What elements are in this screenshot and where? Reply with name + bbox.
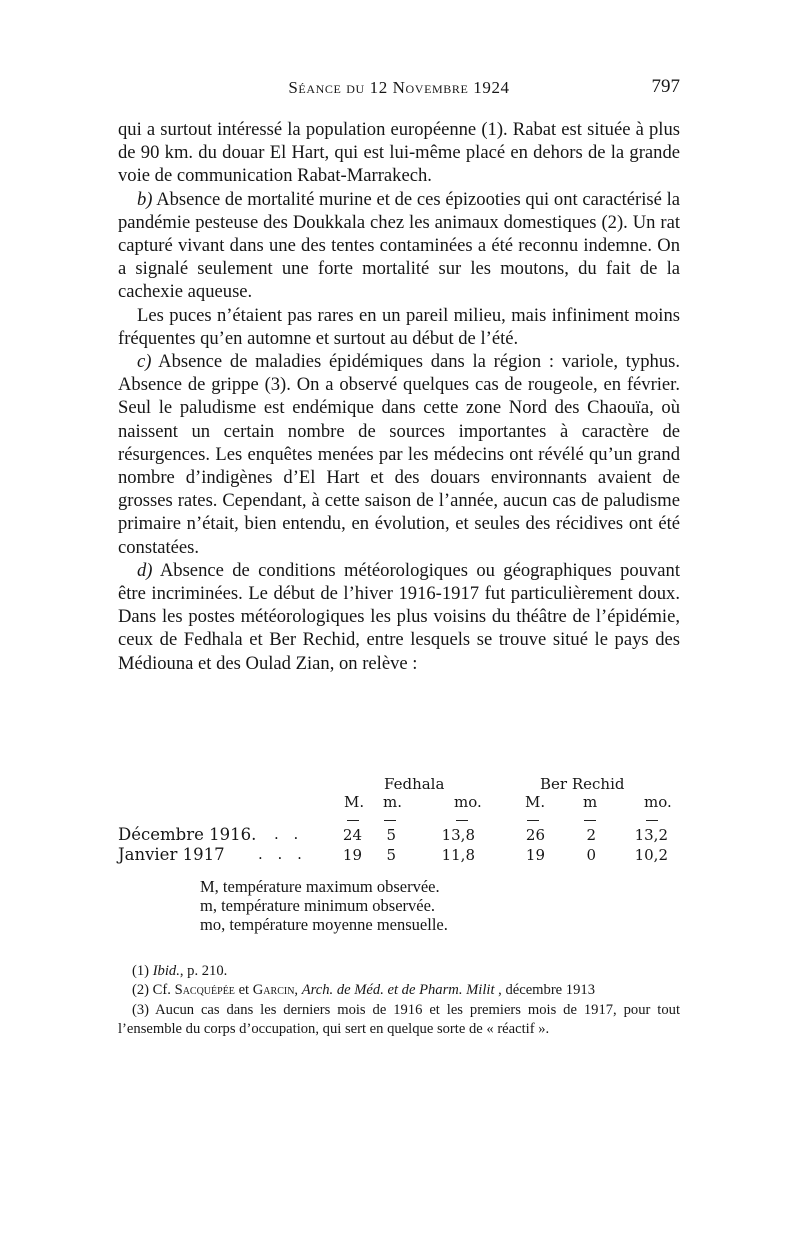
legend-line: m, température minimum observée. <box>200 896 436 915</box>
footnote-number: (2) Cf. <box>132 982 171 999</box>
page-header <box>118 74 680 102</box>
column-dash <box>527 820 539 821</box>
table-cell: 24 <box>342 826 362 844</box>
footnote-ref: Ibid. <box>152 963 180 979</box>
legend-line: mo, température moyenne mensuelle. <box>200 915 448 934</box>
group-header-ber-rechid: Ber Rechid <box>540 775 625 793</box>
row-leader: . . . <box>258 845 307 863</box>
paragraph-1: qui a surtout intéressé la population européenne (1). Rabat est située à plus de 90 km. du douar El Hart, qui est lui-même placé en dehors de la grande voie de communication Rabat-Marrakech. <box>118 119 680 187</box>
col-header: M. <box>344 793 365 811</box>
table-cell: 13,2 <box>634 826 668 844</box>
column-dash <box>584 820 596 821</box>
footnote-text: , p. 210. <box>179 963 228 979</box>
row-label: Janvier 1917 <box>118 845 225 864</box>
table-cell: 2 <box>586 826 596 844</box>
paragraph-c-text: Absence de maladies épidémiques dans la région : variole, typhus. Absence de grippe (3). On a observé quelques cas de rougeole, en février. Seul le paludisme est endémique dans cette zone Nord des Chaouïa, où naissent un certain nombre de sources importantes à caractère de résurgences. Les enquêtes menées par les médecins ont révélé qu’un grand nombre d’indigènes d’El Hart et des douars environnants avaient de grosses rates. Cependant, à cette saison de l’année, aucun cas de paludisme primaire n’était, bien entendu, en évolution, et seules des récidives ont été constatées. <box>118 351 680 558</box>
col-header: mo. <box>454 793 482 811</box>
paragraph-b <box>118 188 680 304</box>
footnote-author: Sacquépée <box>174 982 235 999</box>
footnote-text: , décembre 1913 <box>494 982 595 999</box>
table-legend <box>200 877 448 934</box>
paragraph-c <box>118 350 680 559</box>
footnote-2: (2) Cf. Sacquépée et Garcin, Arch. de Méd. et de Pharm. Milit , décembre 1913 <box>132 982 595 999</box>
paragraph-d <box>118 559 680 675</box>
col-header: m. <box>383 793 402 811</box>
table-cell: 5 <box>386 846 396 864</box>
legend-line: M, température maximum observée. <box>200 877 440 896</box>
table-cell: 19 <box>525 846 545 864</box>
table-cell: 13,8 <box>441 826 475 844</box>
footnotes <box>118 962 680 1039</box>
paragraph-fleas: Les puces n’étaient pas rares en un pareil milieu, mais infiniment moins fréquentes qu’en automne et surtout au début de l’été. <box>118 304 680 349</box>
footnote-1 <box>118 962 680 981</box>
footnote-3: (3) Aucun cas dans les derniers mois de 1916 et les premiers mois de 1917, pour tout l’ensemble du corps d’occupation, qui sert en quelque sorte de « réactif ». <box>118 1001 680 1037</box>
table-cell: 11,8 <box>441 846 475 864</box>
column-dash <box>456 820 468 821</box>
paragraph-d-text: Absence de conditions météorologiques ou géographiques pouvant être incriminées. Le début de l’hiver 1916-1917 fut particulièrement doux. Dans les postes météorologiques les plus voisins du théâtre de l’épidémie, ceux de Fedhala et Ber Rechid, entre lesquels se trouve situé le pays des Médiouna et des Oulad Zian, on relève : <box>118 559 680 674</box>
table-cell: 10,2 <box>634 846 668 864</box>
group-header-fedhala: Fedhala <box>384 775 445 793</box>
column-dash <box>646 820 658 821</box>
row-leader: . . <box>274 825 304 843</box>
column-dash <box>347 820 359 821</box>
footnote-text: et <box>234 982 253 999</box>
row-label: Décembre 1916. <box>118 825 257 844</box>
footnote-author: Garcin <box>252 982 295 999</box>
col-header: m <box>583 793 598 811</box>
col-header: mo. <box>644 793 672 811</box>
list-label-c: c) <box>137 351 152 373</box>
table-cell: 19 <box>342 846 362 864</box>
paragraph-b-text: Absence de mortalité murine et de ces épizooties qui ont caractérisé la pandémie pesteuse des Doukkala chez les animaux domestiques (2). Un rat capturé vivant dans une des tentes contaminées a été reconnu indemne. On a signalé seulement une forte mortalité sur les moutons, du fait de la cachexie aqueuse. <box>118 188 680 303</box>
list-label-b: b) <box>137 188 153 210</box>
table-cell: 0 <box>586 846 596 864</box>
column-dash <box>384 820 396 821</box>
table-cell: 26 <box>525 826 545 844</box>
footnote-number: (1) <box>132 963 150 979</box>
body-text <box>118 118 680 675</box>
footnote-journal: Arch. de Méd. et de Pharm. Milit <box>301 982 495 999</box>
table-cell: 5 <box>386 826 396 844</box>
temperature-table <box>118 775 680 865</box>
col-header: M. <box>525 793 546 811</box>
page-number: 797 <box>651 76 680 97</box>
running-title: Séance du 12 Novembre 1924 <box>288 78 510 97</box>
list-label-d: d) <box>137 559 153 581</box>
